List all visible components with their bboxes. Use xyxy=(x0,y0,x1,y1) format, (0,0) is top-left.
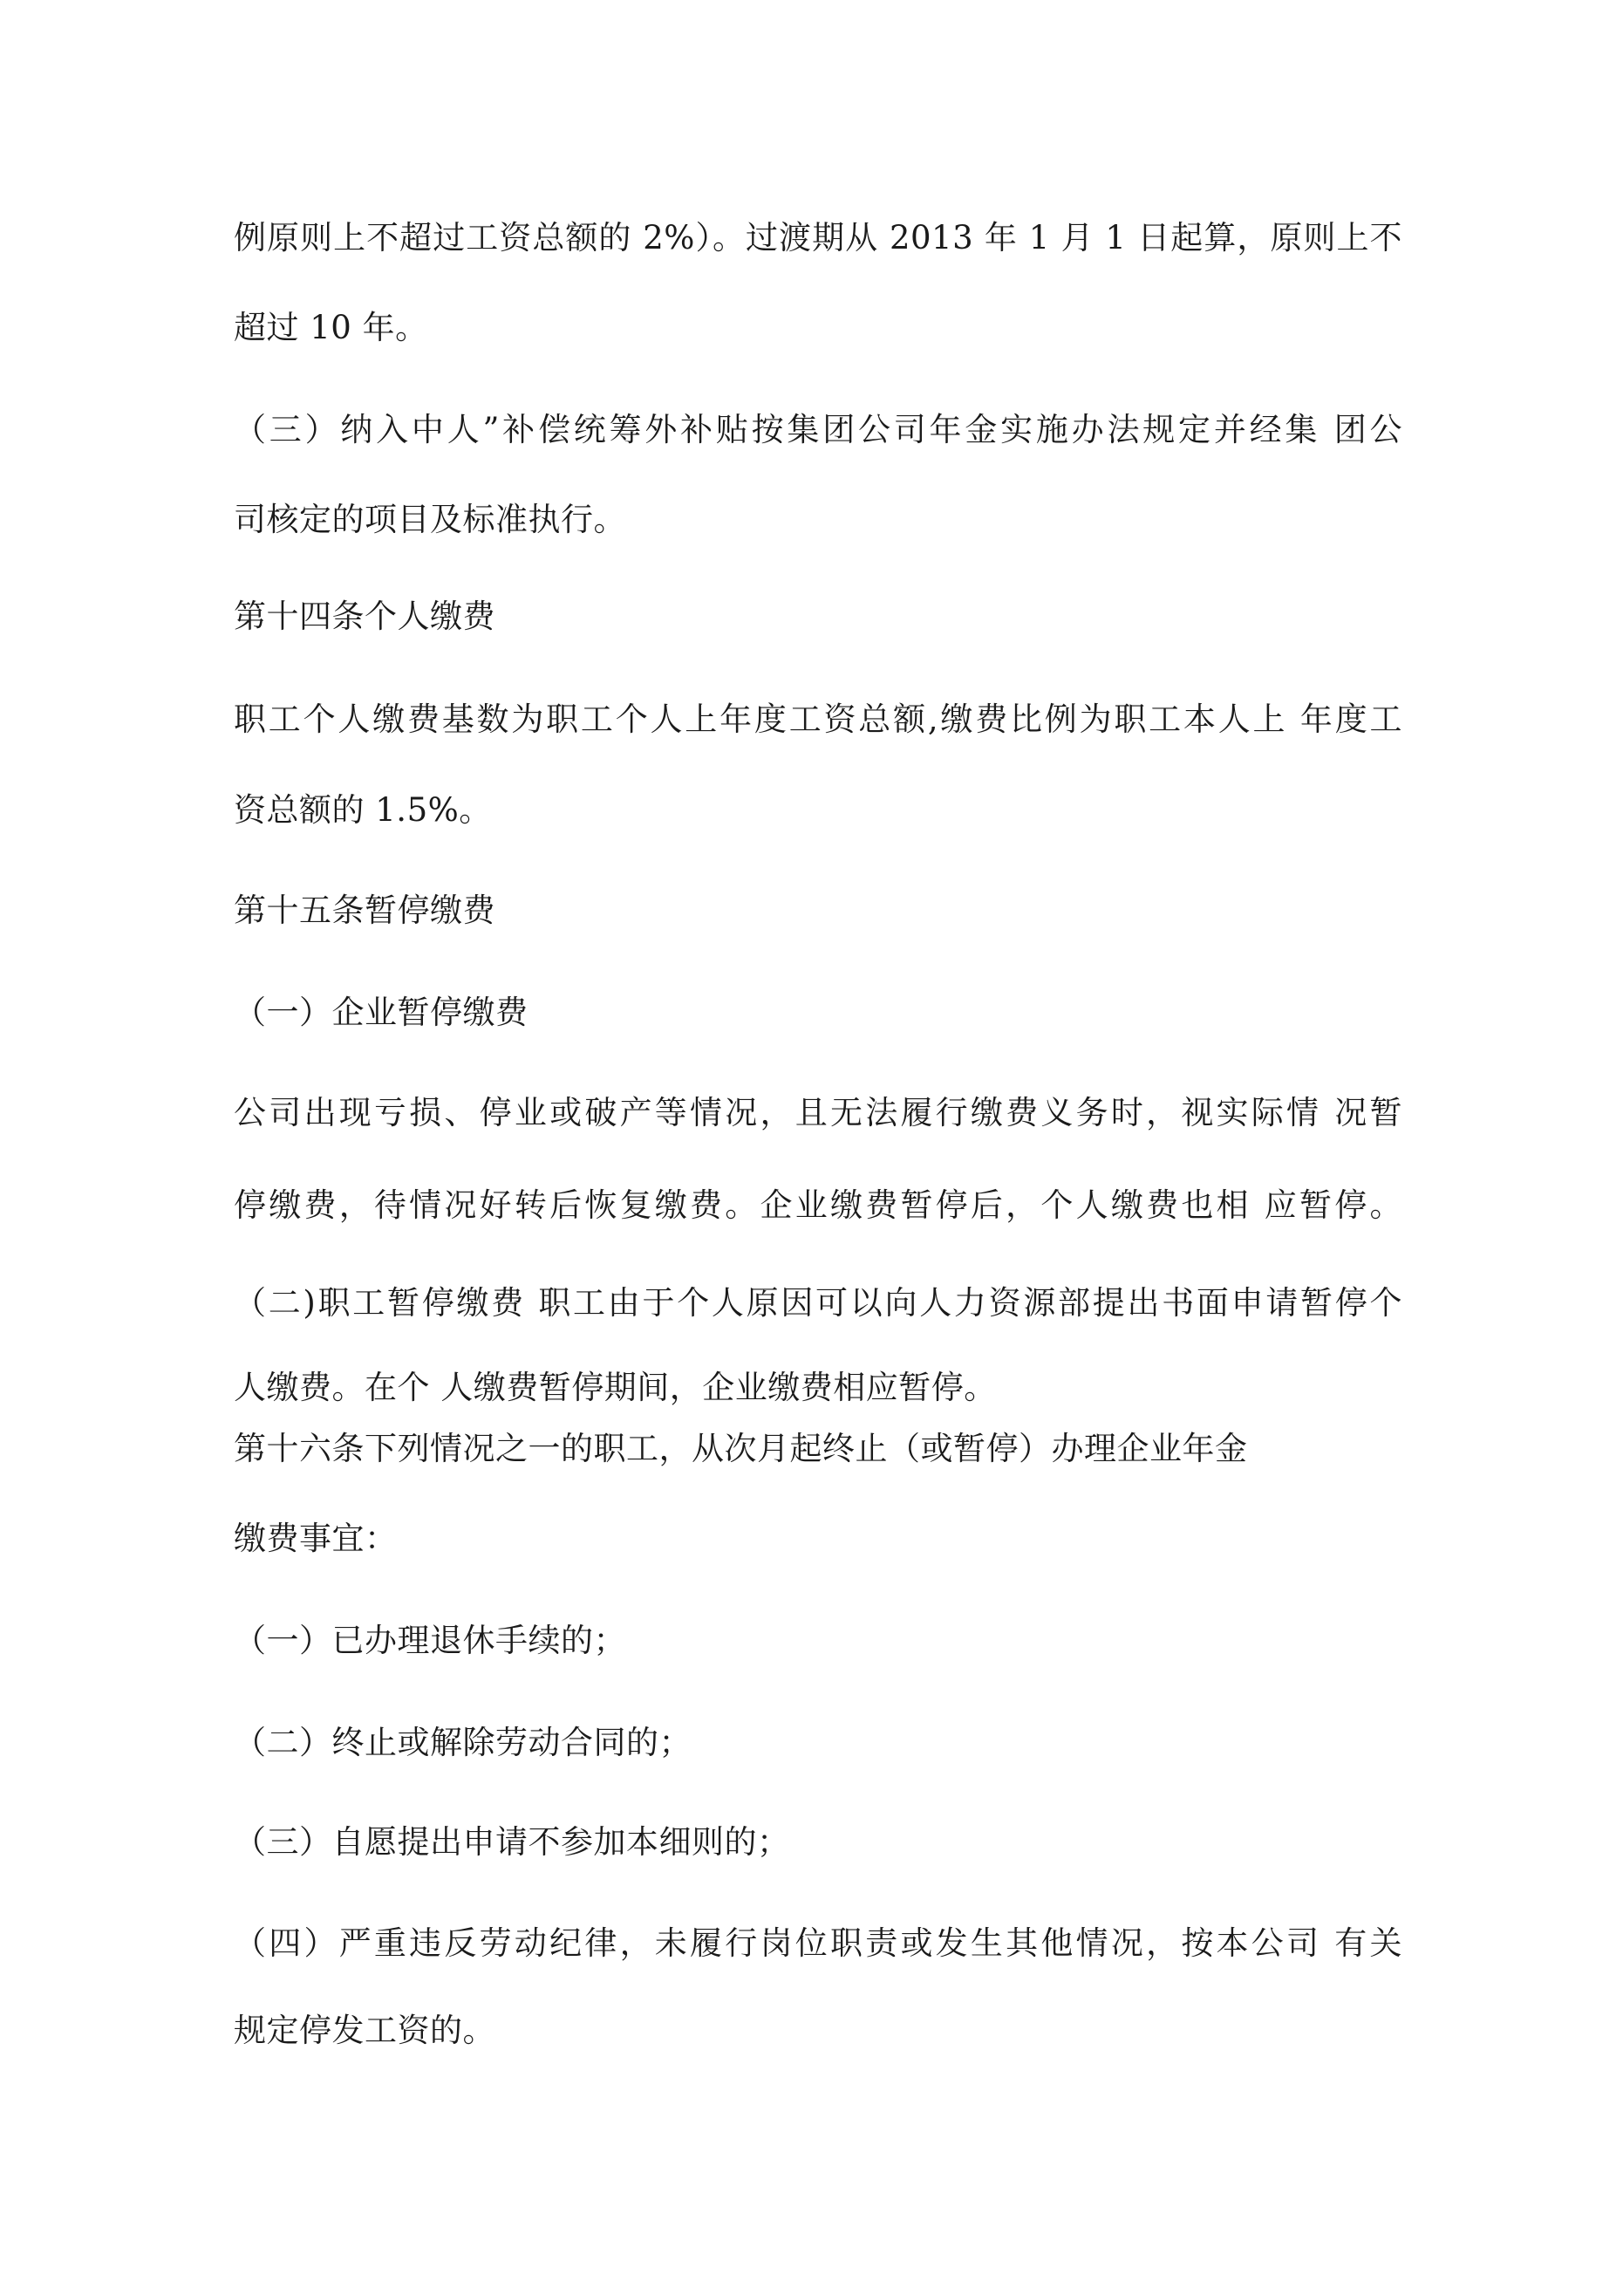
text-line: 例原则上不超过工资总额的 2%）。过渡期从 2013 年 1 月 1 日起算，原则上不 xyxy=(234,219,1402,256)
list-item: （四）严重违反劳动纪律，未履行岗位职责或发生其他情况，按本公司 有关 xyxy=(234,1924,1402,1962)
list-item: （一）已办理退休手续的； xyxy=(234,1622,626,1659)
text-line: 规定停发工资的。 xyxy=(234,2012,495,2049)
text-line: 缴费事宜： xyxy=(234,1520,398,1557)
section-heading: 第十五条暂停缴费 xyxy=(234,892,495,929)
text-line: （三）纳入中人”补偿统筹外补贴按集团公司年金实施办法规定并经集 团公 xyxy=(234,411,1402,448)
section-heading: 第十六条下列情况之一的职工，从次月起终止（或暂停）办理企业年金 xyxy=(234,1430,1248,1467)
text-line: （二)职工暂停缴费 职工由于个人原因可以向人力资源部提出书面申请暂停个 xyxy=(234,1284,1402,1322)
text-line: 人缴费。在个 人缴费暂停期间，企业缴费相应暂停。 xyxy=(234,1369,997,1406)
text-line: 公司出现亏损、停业或破产等情况，且无法履行缴费义务时，视实际情 况暂 xyxy=(234,1094,1402,1131)
text-line: 职工个人缴费基数为职工个人上年度工资总额,缴费比例为职工本人上 年度工 xyxy=(234,700,1402,738)
text-line: 停缴费，待情况好转后恢复缴费。企业缴费暂停后，个人缴费也相 应暂停。 xyxy=(234,1186,1402,1224)
text-line: 超过 10 年。 xyxy=(234,309,428,346)
text-line: 资总额的 1.5%。 xyxy=(234,791,492,829)
section-heading: 第十四条个人缴费 xyxy=(234,598,495,635)
text-line: 司核定的项目及标准执行。 xyxy=(234,501,626,538)
text-line: （一）企业暂停缴费 xyxy=(234,994,528,1031)
list-item: （二）终止或解除劳动合同的； xyxy=(234,1724,692,1761)
list-item: （三）自愿提出申请不参加本细则的； xyxy=(234,1823,790,1861)
